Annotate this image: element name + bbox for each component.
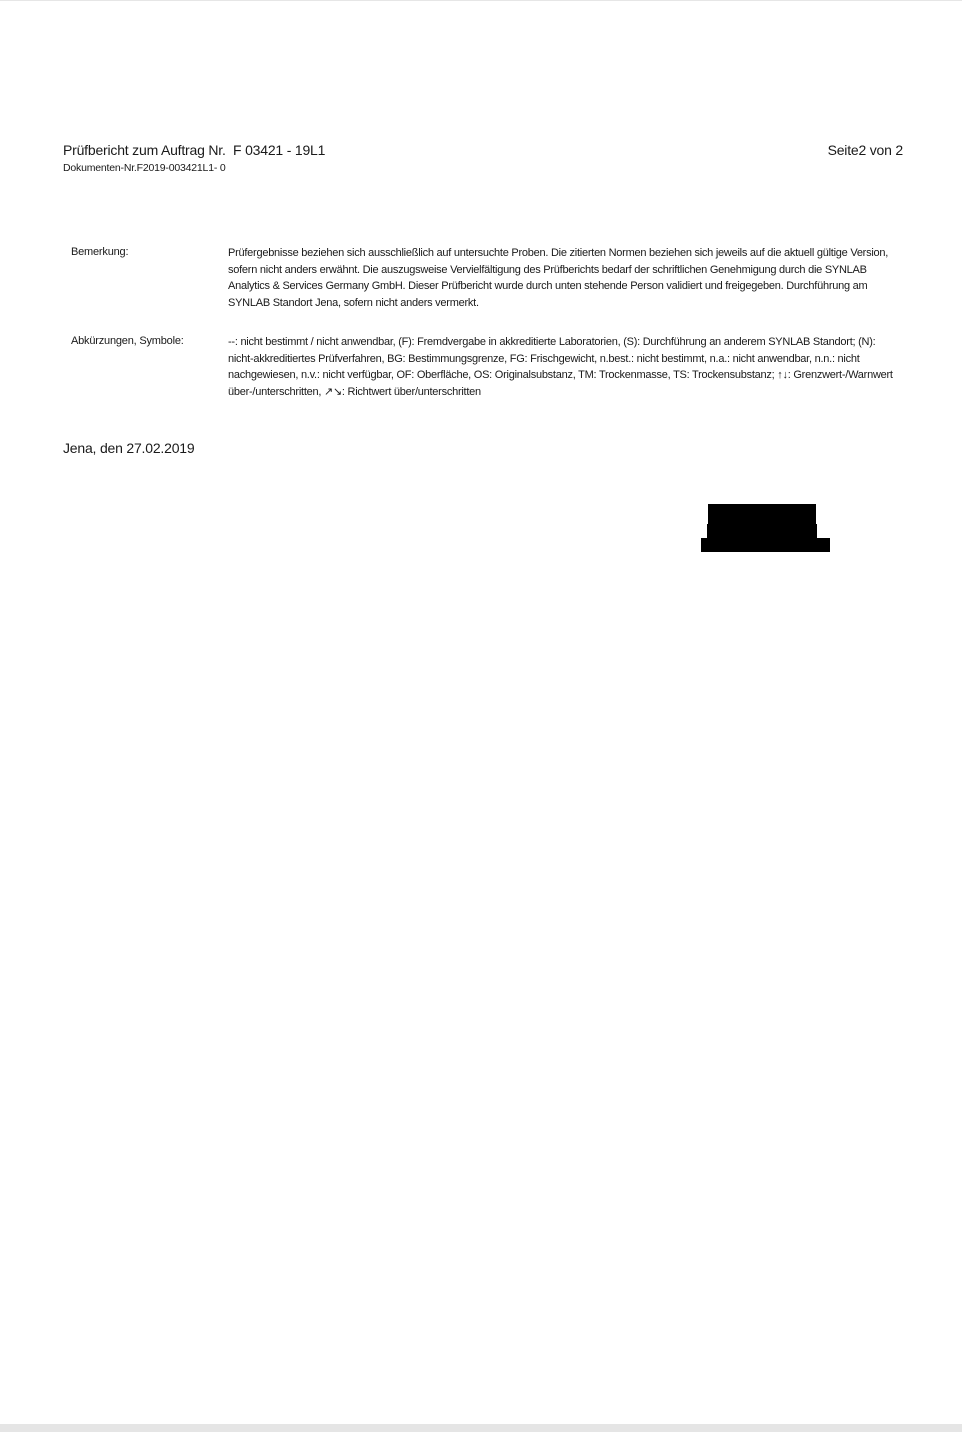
remarks-text: Prüfergebnisse beziehen sich ausschließlich auf untersuchte Proben. Die zitierten Normen beziehen sich jeweils auf die aktuell gültige Version, sofern nicht anders erwähnt. Die auszugsweise Vervielfältigung des Prüfberichts bedarf der schriftlichen Genehmigung durch die SYNLAB Analytics & Services Germany GmbH. Dieser Prüfbericht wurde durch unten stehende Person validiert und freigegeben. Durchführung am SYNLAB Standort Jena, sofern nicht anders vermerkt. [228, 247, 889, 309]
redaction-bar [708, 504, 816, 524]
abbreviations-text: --: nicht bestimmt / nicht anwendbar, (F): Fremdvergabe in akkreditierte Laboratorien, (S): Durchführung an anderem SYNLAB Standort; (N): nicht-akkreditiertes Prüfverfahren, BG: Bestimmungsgrenze, FG: Frischgewicht, n.best.: nicht bestimmt, n.a.: nicht anwendbar, n.n.: nicht nachgewiesen, n.v.: nicht verfügbar, OF: Oberfläche, OS: Originalsubstanz, TM: Trockenmasse, TS: Trockensubstanz; ↑↓: Grenzwert-/Warnwert über-/unterschritten, ↗↘: Richtwert über/unterschritten [228, 336, 893, 398]
redacted-signature [700, 504, 832, 554]
redaction-bar [701, 538, 830, 552]
page-bottom-strip [0, 1424, 962, 1432]
place-date: Jena, den 27.02.2019 [63, 440, 195, 456]
redaction-bar [707, 524, 817, 538]
remarks-label: Bemerkung: [71, 246, 129, 258]
page-indicator: Seite2 von 2 [827, 142, 903, 158]
document-number: Dokumenten-Nr.F2019-003421L1- 0 [63, 162, 226, 174]
report-title: Prüfbericht zum Auftrag Nr. F 03421 - 19L1 [63, 142, 326, 158]
abbreviations-label: Abkürzungen, Symbole: [71, 335, 184, 347]
